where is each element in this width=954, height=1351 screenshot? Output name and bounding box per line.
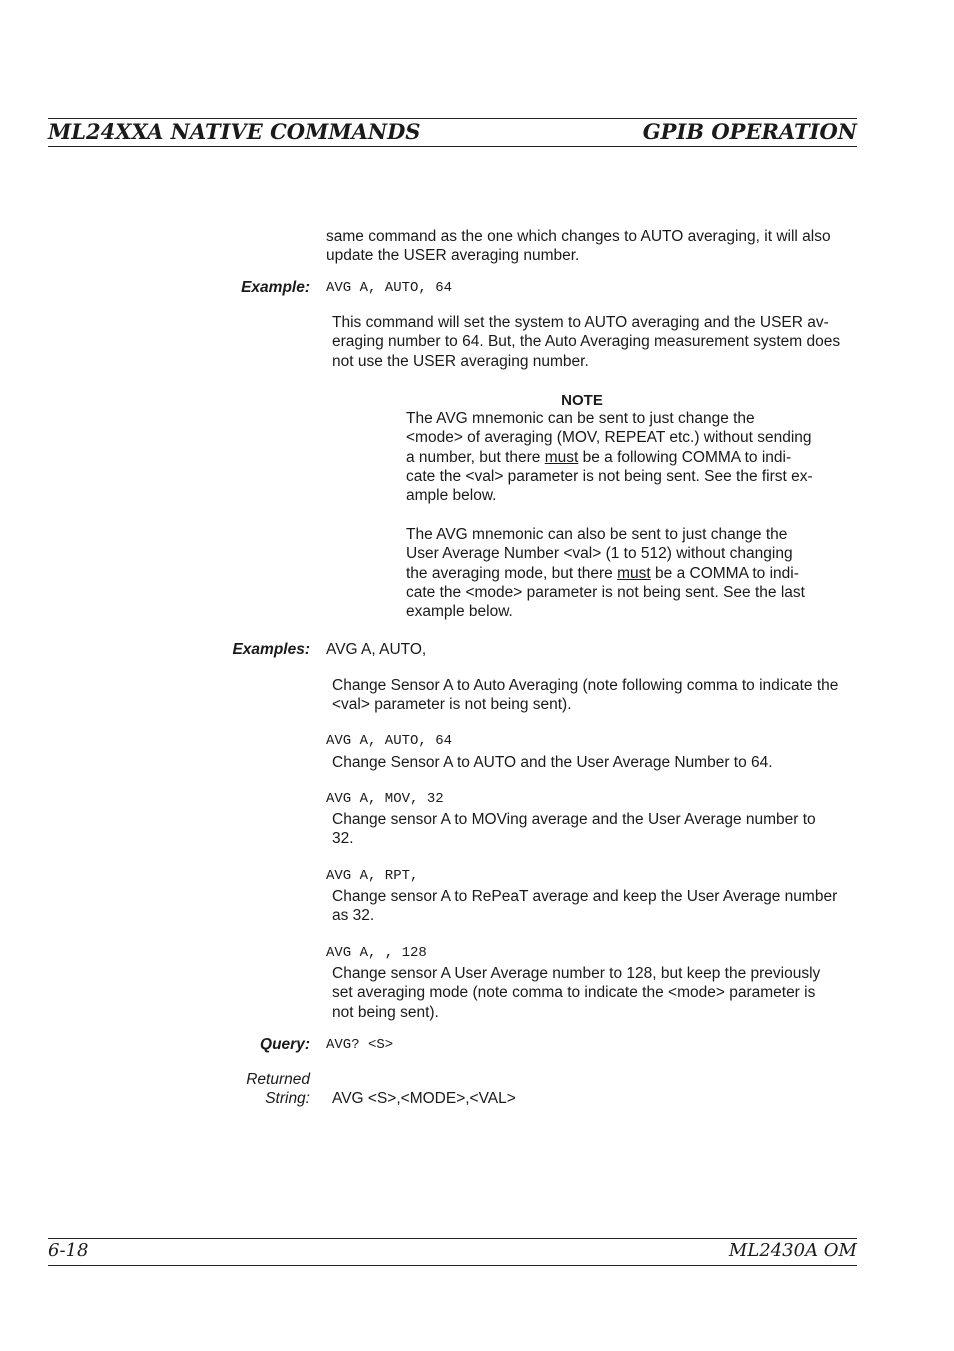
example-1-description: Change Sensor A to Auto Averaging (note following comma to indicate the <val> parameter is not being sent).: [332, 677, 839, 714]
section-title: ML24XXA NATIVE COMMANDS: [48, 119, 421, 144]
chapter-title: GPIB OPERATION: [642, 119, 857, 144]
example-2-description: Change Sensor A to AUTO and the User Average Number to 64.: [332, 754, 773, 771]
example-description: This command will set the system to AUTO averaging and the USER av- eraging number to 64. But, the Auto Averaging measurement system does not use the USER averaging number.: [332, 314, 841, 370]
returned-string-value: AVG <S>,<MODE>,<VAL>: [332, 1090, 516, 1107]
example-4-code: AVG A, RPT,: [326, 868, 419, 884]
intro-paragraph: same command as the one which changes to AUTO averaging, it will also update the USER averaging number.: [326, 228, 831, 265]
note-paragraph-1: The AVG mnemonic can be sent to just change the <mode> of averaging (MOV, REPEAT etc.) without sending a number, but there must be a following COMMA to indi- cate the <val> parameter is not being sent. See the first ex- ample below.: [406, 410, 813, 505]
footer-top-rule: [48, 1238, 857, 1239]
example-2-code: AVG A, AUTO, 64: [326, 733, 453, 749]
example-5-description: Change sensor A User Average number to 128, but keep the previously set averaging mode (note comma to indicate the <mode> parameter is not being sent).: [332, 965, 821, 1021]
query-label: Query:: [260, 1036, 310, 1053]
query-code: AVG? <S>: [326, 1037, 394, 1053]
header-bottom-rule: [48, 146, 857, 147]
page-number: 6-18: [48, 1240, 89, 1261]
example-label: Example:: [241, 279, 310, 296]
example-code: AVG A, AUTO, 64: [326, 280, 453, 296]
emphasis-must: must: [617, 564, 651, 582]
example-4-description: Change sensor A to RePeaT average and keep the User Average number as 32.: [332, 888, 838, 925]
manual-name: ML2430A OM: [728, 1240, 857, 1261]
returned-string-label: Returned String:: [246, 1071, 310, 1108]
example-3-code: AVG A, MOV, 32: [326, 791, 444, 807]
footer-bottom-rule: [48, 1265, 857, 1266]
emphasis-must: must: [544, 448, 579, 466]
examples-label: Examples:: [232, 641, 310, 658]
example-3-description: Change sensor A to MOVing average and the User Average number to 32.: [332, 811, 816, 848]
example-1-command: AVG A, AUTO,: [326, 641, 427, 658]
example-5-code: AVG A, , 128: [326, 945, 427, 961]
note-title: NOTE: [561, 392, 603, 409]
note-paragraph-2: The AVG mnemonic can also be sent to just change the User Average Number <val> (1 to 512) without changing the averaging mode, but there must be a COMMA to indi- cate the <mode> parameter is not being sent. See the last example below.: [406, 526, 805, 621]
